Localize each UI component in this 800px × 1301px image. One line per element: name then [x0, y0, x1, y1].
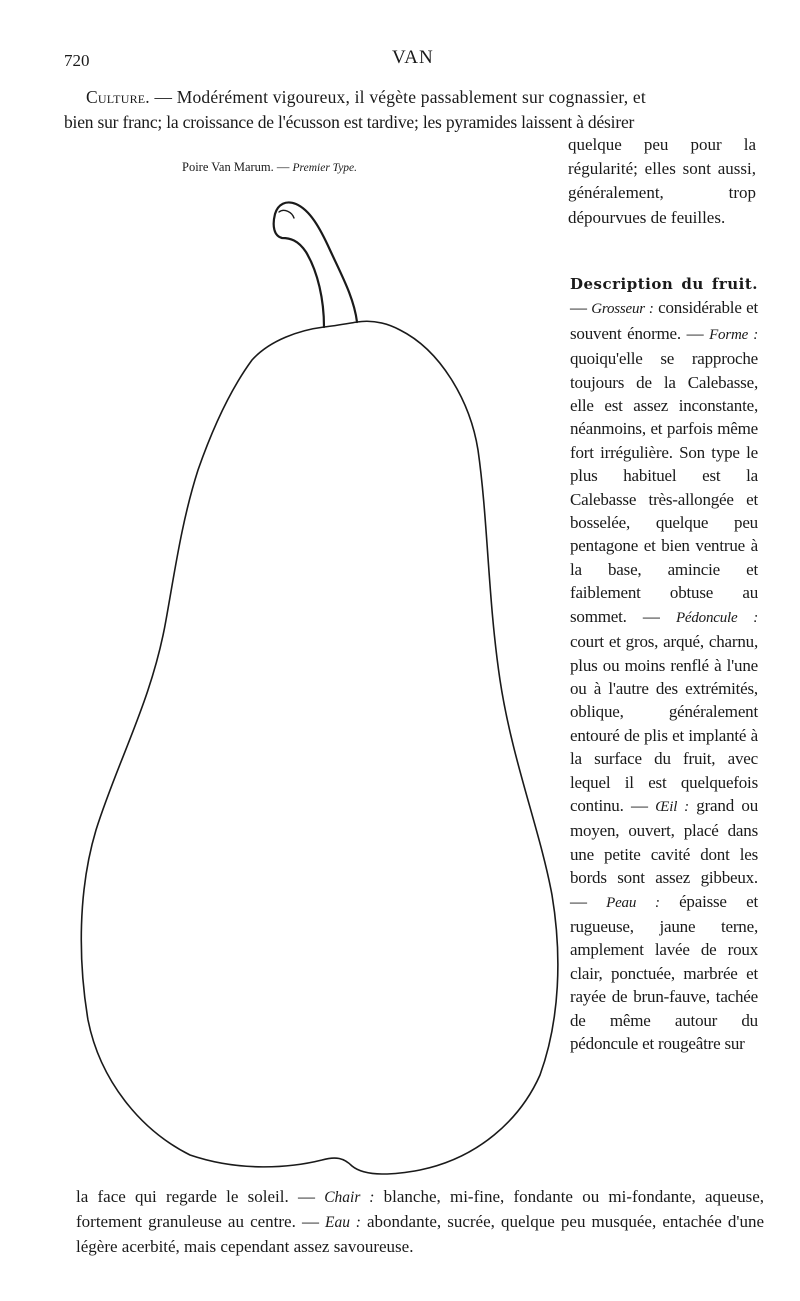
bottom-paragraph: [76, 1185, 764, 1259]
culture-heading: Culture.: [86, 87, 150, 107]
description-heading: Description du fruit.: [570, 275, 758, 293]
oeil-text: grand ou moyen, ouvert, placé dans une petite cavité dont les bords sont assez gibbeux. —: [570, 795, 758, 911]
pedoncule-label: Pédoncule :: [675, 609, 758, 626]
pear-stem-inner: [279, 210, 294, 218]
bottom-text-1: la face qui regarde le soleil. —: [76, 1187, 325, 1206]
chair-label: Chair :: [324, 1189, 375, 1206]
running-head: VAN: [392, 47, 434, 68]
pedoncule-text: court et gros, arqué, charnu, plus ou moins renflé à l'une ou à l'autre des extrémités, oblique, généralement entouré de plis et implanté à la surface du fruit, avec lequel il est quelquefois continu. —: [570, 632, 758, 815]
peau-label: Peau :: [606, 894, 660, 911]
oeil-label: Œil :: [655, 798, 689, 815]
caption-dash: —: [273, 160, 293, 174]
pear-outline: [81, 321, 558, 1174]
grosseur-text: considérable et souvent énorme. —: [570, 298, 758, 343]
page-number: 720: [64, 51, 90, 70]
bottom-text-2: blanche, mi-fine, fondante ou mi-fondante, aqueuse, fortement granuleuse au centre. —: [76, 1187, 764, 1231]
culture-text: — Modérément vigoureux, il végète passablement sur cognassier, et: [149, 87, 646, 107]
culture-line-2: bien sur franc; la croissance de l'écusson est tardive; les pyramides laissent à désirer: [64, 112, 635, 132]
pear-stem: [274, 202, 357, 327]
side-text-culture: quelque peu pour la régularité; elles sont aussi, généralement, trop dépourvues de feuilles.: [568, 135, 756, 227]
description-dash: —: [570, 298, 592, 318]
caption-type: Premier Type.: [292, 162, 358, 174]
eau-label: Eau :: [325, 1214, 361, 1231]
peau-text: épaisse et rugueuse, jaune terne, amplement lavée de roux clair, ponctuée, marbrée et rayée de brun-fauve, tachée de même autour du pédoncule et rougeâtre sur: [570, 891, 758, 1053]
forme-label: Forme :: [709, 326, 758, 343]
fruit-description: [570, 272, 758, 1055]
bottom-text-3: abondante, sucrée, quelque peu musquée, entachée d'une légère acerbité, mais cependant assez savoureuse.: [76, 1212, 764, 1256]
grosseur-label: Grosseur :: [591, 301, 654, 318]
forme-text: quoiqu'elle se rapproche toujours de la Calebasse, elle est assez inconstante, néanmoins, et parfois même fort irrégulière. Son type le plus habituel est la Calebasse très-allongée et bosselée, quelque peu pentagone et bien ventrue à la base, amincie et faiblement obtuse au sommet. —: [570, 349, 758, 626]
caption-title: Poire Van Marum.: [182, 160, 274, 174]
